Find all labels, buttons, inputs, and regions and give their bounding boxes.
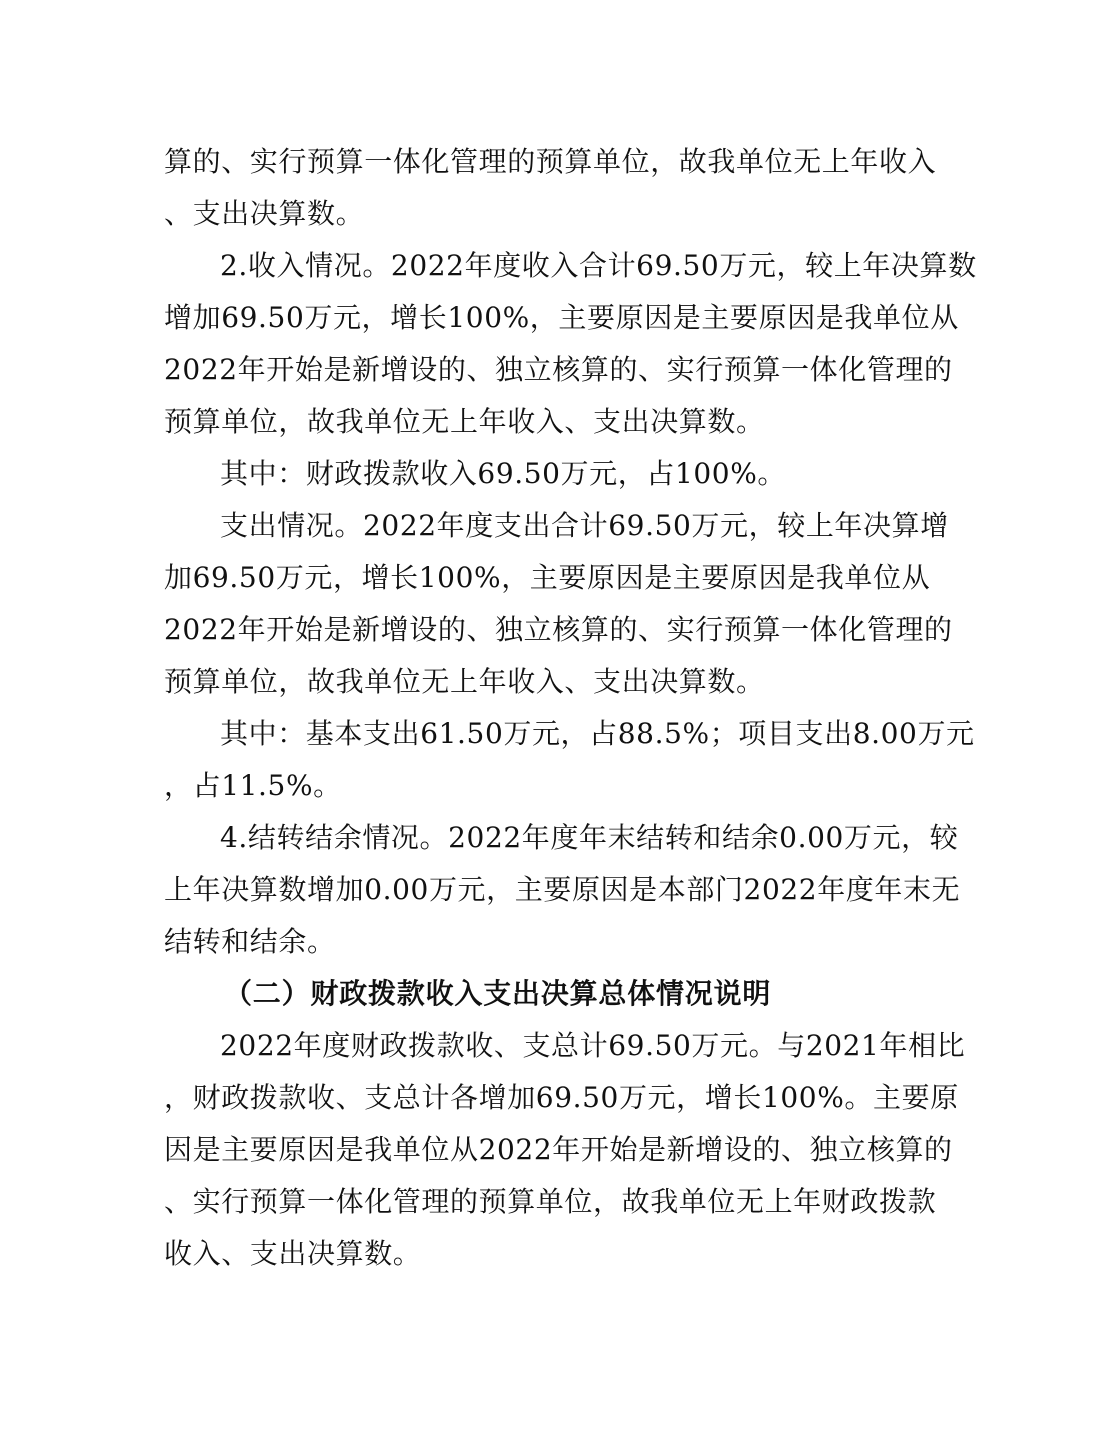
text-line: 增加69.50万元，增长100%，主要原因是主要原因是我单位从 [164,301,959,334]
expenditure-breakdown-line: 其中：基本支出61.50万元，占88.5%；项目支出8.00万元 [220,717,975,750]
text-line: 、支出决算数。 [164,197,365,230]
text-line: 因是主要原因是我单位从2022年开始是新增设的、独立核算的 [164,1133,953,1166]
text-line: 预算单位，故我单位无上年收入、支出决算数。 [164,405,765,438]
section-heading: （二）财政拨款收入支出决算总体情况说明 [224,977,772,1010]
paragraph-carryover-line: 4.结转结余情况。2022年度年末结转和结余0.00万元，较 [220,821,959,854]
text-line: ，财政拨款收、支总计各增加69.50万元，增长100%。主要原 [164,1081,959,1114]
text-line: 2022年开始是新增设的、独立核算的、实行预算一体化管理的 [164,613,953,646]
text-line: 2022年开始是新增设的、独立核算的、实行预算一体化管理的 [164,353,953,386]
text-line: ，占11.5%。 [164,769,342,802]
text-line: 、实行预算一体化管理的预算单位，故我单位无上年财政拨款 [164,1185,937,1218]
income-breakdown-line: 其中：财政拨款收入69.50万元，占100%。 [220,457,787,490]
text-line: 结转和结余。 [164,925,336,958]
text-line: 算的、实行预算一体化管理的预算单位，故我单位无上年收入 [164,145,937,178]
text-line: 上年决算数增加0.00万元，主要原因是本部门2022年度年末无 [164,873,961,906]
paragraph-fiscal-line: 2022年度财政拨款收、支总计69.50万元。与2021年相比 [220,1029,966,1062]
paragraph-income-line: 2.收入情况。2022年度收入合计69.50万元，较上年决算数 [220,249,977,282]
text-line: 预算单位，故我单位无上年收入、支出决算数。 [164,665,765,698]
text-line: 收入、支出决算数。 [164,1237,422,1270]
text-line: 加69.50万元，增长100%，主要原因是主要原因是我单位从 [164,561,931,594]
paragraph-expenditure-line: 支出情况。2022年度支出合计69.50万元，较上年决算增 [220,509,949,542]
